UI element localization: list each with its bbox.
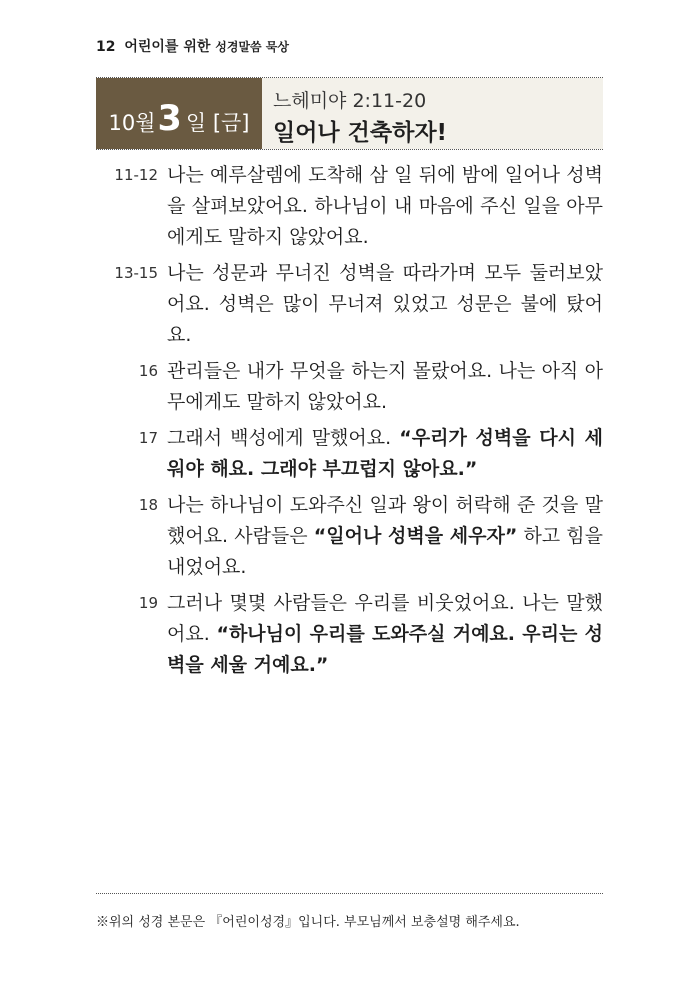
page-number: 12 <box>96 39 116 55</box>
book-title: 어린이를 위한 <box>124 39 211 55</box>
verse-text <box>167 490 603 583</box>
verse-number: 16 <box>138 362 158 380</box>
scripture-reference: 느헤미야 2:11-20 <box>273 90 427 112</box>
verse-number: 17 <box>138 429 158 447</box>
verse-number: 13-15 <box>114 264 158 282</box>
devotion-header <box>96 77 603 150</box>
running-head <box>96 36 289 56</box>
verse-segment: 나는 성문과 무너진 성벽을 따라가며 모두 둘러보았어요. 성벽은 많이 무너져 있었고 성문은 불에 탔어요. <box>167 262 603 346</box>
verse-segment: 관리들은 내가 무엇을 하는지 몰랐어요. 나는 아직 아무에게도 말하지 않았어요. <box>167 360 603 413</box>
verse-item <box>96 588 603 681</box>
verse-number: 18 <box>138 496 158 514</box>
verse-item <box>96 160 603 253</box>
verse-segment: 하고 힘을 내었어요. <box>167 525 603 578</box>
verse-quote: “우리가 성벽을 다시 세워야 해요. 그래야 부끄럽지 않아요.” <box>167 427 603 480</box>
verse-item <box>96 423 603 485</box>
verse-text <box>167 356 603 418</box>
verse-text <box>167 258 603 351</box>
verse-segment: 그래서 백성에게 말했어요. <box>167 427 400 449</box>
book-subtitle: 성경말씀 묵상 <box>215 40 289 54</box>
verse-text <box>167 588 603 681</box>
title-box <box>262 78 603 149</box>
footer-divider <box>96 893 603 894</box>
verse-item <box>96 356 603 418</box>
date-box <box>96 78 262 149</box>
verse-item <box>96 490 603 583</box>
verse-quote: “하나님이 우리를 도와주실 거예요. 우리는 성벽을 세울 거예요.” <box>167 623 603 676</box>
date-day: 3 <box>157 99 182 139</box>
verse-list <box>96 160 603 686</box>
verse-segment: 그러나 몇몇 사람들은 우리를 비웃었어요. 나는 말했어요. <box>167 592 603 645</box>
date-weekday: 일 [금] <box>185 111 250 135</box>
date-month: 10월 <box>108 111 156 135</box>
verse-segment: 나는 하나님이 도와주신 일과 왕이 허락해 준 것을 말했어요. 사람들은 <box>167 494 603 547</box>
verse-number: 11-12 <box>114 166 158 184</box>
devotion-title: 일어나 건축하자! <box>273 120 448 146</box>
verse-quote: “일어나 성벽을 세우자” <box>313 525 518 547</box>
footnote: ※위의 성경 본문은 『어린이성경』입니다. 부모님께서 보충설명 해주세요. <box>96 915 520 930</box>
verse-text <box>167 423 603 485</box>
verse-item <box>96 258 603 351</box>
verse-text <box>167 160 603 253</box>
verse-number: 19 <box>138 594 158 612</box>
verse-segment: 나는 예루살렘에 도착해 삼 일 뒤에 밤에 일어나 성벽을 살펴보았어요. 하나님이 내 마음에 주신 일을 아무에게도 말하지 않았어요. <box>167 164 603 248</box>
